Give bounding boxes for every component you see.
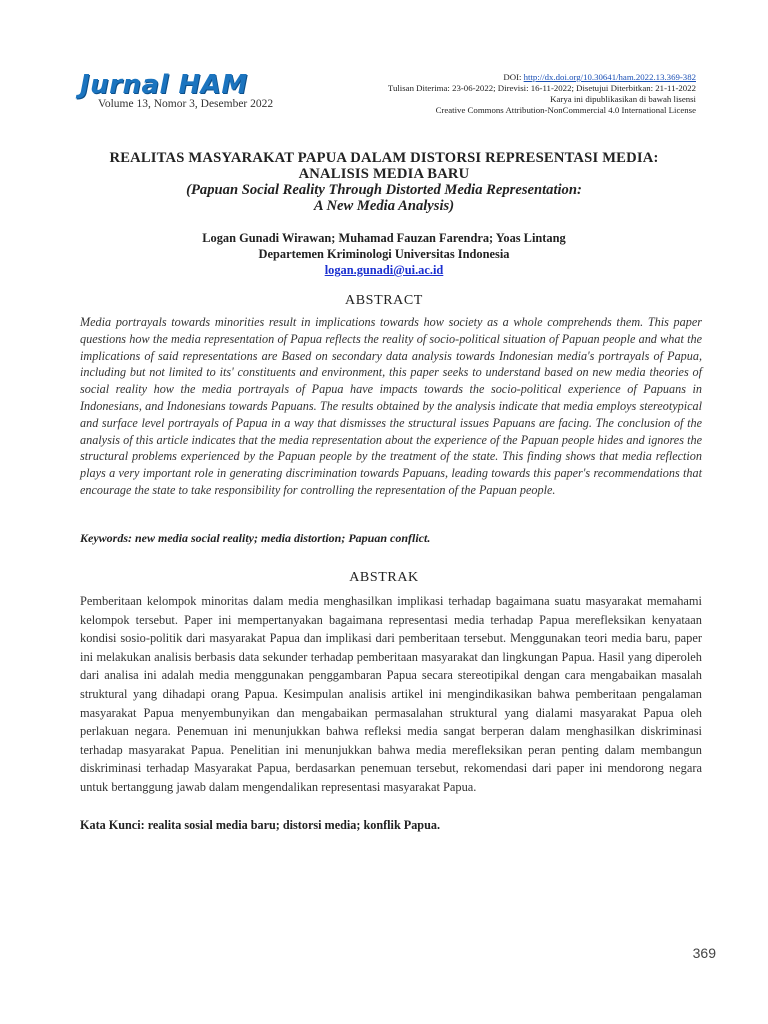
doi-line <box>388 72 696 83</box>
license-statement: Karya ini dipublikasikan di bawah lisensi <box>550 94 696 104</box>
abstrak-heading: ABSTRAK <box>349 570 419 585</box>
doi-label: DOI: <box>503 72 524 82</box>
kata-kunci: Kata Kunci: realita sosial media baru; distorsi media; konflik Papua. <box>80 818 441 832</box>
abstract-body: Media portrayals towards minorities result in implications towards how society as a whole comprehends them. This paper questions how the media representation of Papua reflects the reality of socio-political situation of Papuan people and what the implications of said representations are Based on secondary data analysis towards Indonesian media's portrayals of Papua, including but not limited to its' constituents and environment, this paper seeks to understand based on new media theories of social reality how the media portrayals of Papua have impacts towards the socio-political experience of Papuans in Indonesians, and Indonesians towards Papuans. The results obtained by the analysis indicate that media employs stereotypical and surface level portrayals of Papua in a way that dismisses the structural issues Papuans are facing. The conclusion of the analysis of this article indicates that the media representation about the experience of the Papuan people hides and ignores the structural problems experienced by the Papuan people by the treatment of the state. This finding shows that media reflection plays a very important role in generating discrimination towards Papuans, leading towards this paper's recommendations that encourage the state to take responsibility for controlling the representation of the Papuan people. <box>80 315 702 497</box>
volume-info: Volume 13, Nomor 3, Desember 2022 <box>98 98 274 110</box>
abstract-heading: ABSTRACT <box>345 293 423 308</box>
paper-subtitle-line-2: A New Media Analysis) <box>313 198 455 214</box>
author-block <box>70 230 698 278</box>
doi-link[interactable]: http://dx.doi.org/10.30641/ham.2022.13.369-382 <box>523 72 696 82</box>
author-email-link[interactable]: logan.gunadi@ui.ac.id <box>324 263 444 277</box>
paper-title-block <box>70 150 698 214</box>
author-affiliation: Departemen Kriminologi Universitas Indonesia <box>258 247 510 261</box>
journal-logo-text: Jurnal HAM <box>80 70 248 100</box>
paper-subtitle-line-1: (Papuan Social Reality Through Distorted Media Representation: <box>186 182 582 198</box>
license-name: Creative Commons Attribution-NonCommercial 4.0 International License <box>435 105 696 115</box>
abstrak-body: Pemberitaan kelompok minoritas dalam media menghasilkan implikasi terhadap bagaimana suatu masyarakat memahami kelompok tersebut. Paper ini mempertanyakan bagaimana representasi media terhadap Papua merefleksikan kenyataan kondisi sosio-politik dari masyarakat Papua dan implikasi dari pemberitaan tersebut. Menggunakan teori media baru, paper ini melakukan analisis berbasis data sekunder terhadap pemberitaan masyarakat dan lingkungan Papua. Hasil yang diperoleh dari analisa ini adalah media menggunakan penggambaran Papua secara stereotipikal dengan cara mengabaikan masalah struktural yang dihadapi orang Papua. Kesimpulan analisis artikel ini mengindikasikan bahwa pemberitaan pengalaman masyarakat Papua menyembunyikan dan mengabaikan permasalahan struktural yang dialami masyarakat Papua oleh perlakuan negara. Penemuan ini menunjukkan bahwa refleksi media sangat berperan dalam menghasilkan diskriminasi terhadap masyarakat Papua. Penelitian ini menunjukkan bahwa media merefleksikan peran penting dalam membangun diskriminasi terhadap Masyarakat Papua, berdasarkan penemuan tersebut, rekomendasi dari paper ini mendorong negara untuk bertanggung jawab dalam mengendalikan representasi masyarakat Papua. <box>80 594 702 794</box>
paper-title-line-1: REALITAS MASYARAKAT PAPUA DALAM DISTORSI REPRESENTASI MEDIA: <box>109 150 659 166</box>
author-names: Logan Gunadi Wirawan; Muhamad Fauzan Farendra; Yoas Lintang <box>202 231 566 245</box>
submission-dates: Tulisan Diterima: 23-06-2022; Direvisi: 16-11-2022; Disetujui Diterbitkan: 21-11-2022 <box>387 83 696 93</box>
article-metadata <box>388 72 696 116</box>
journal-logo <box>80 72 248 98</box>
paper-title-line-2: ANALISIS MEDIA BARU <box>298 166 470 182</box>
keywords: Keywords: new media social reality; media distortion; Papuan conflict. <box>80 531 431 545</box>
page-number: 369 <box>692 945 716 961</box>
